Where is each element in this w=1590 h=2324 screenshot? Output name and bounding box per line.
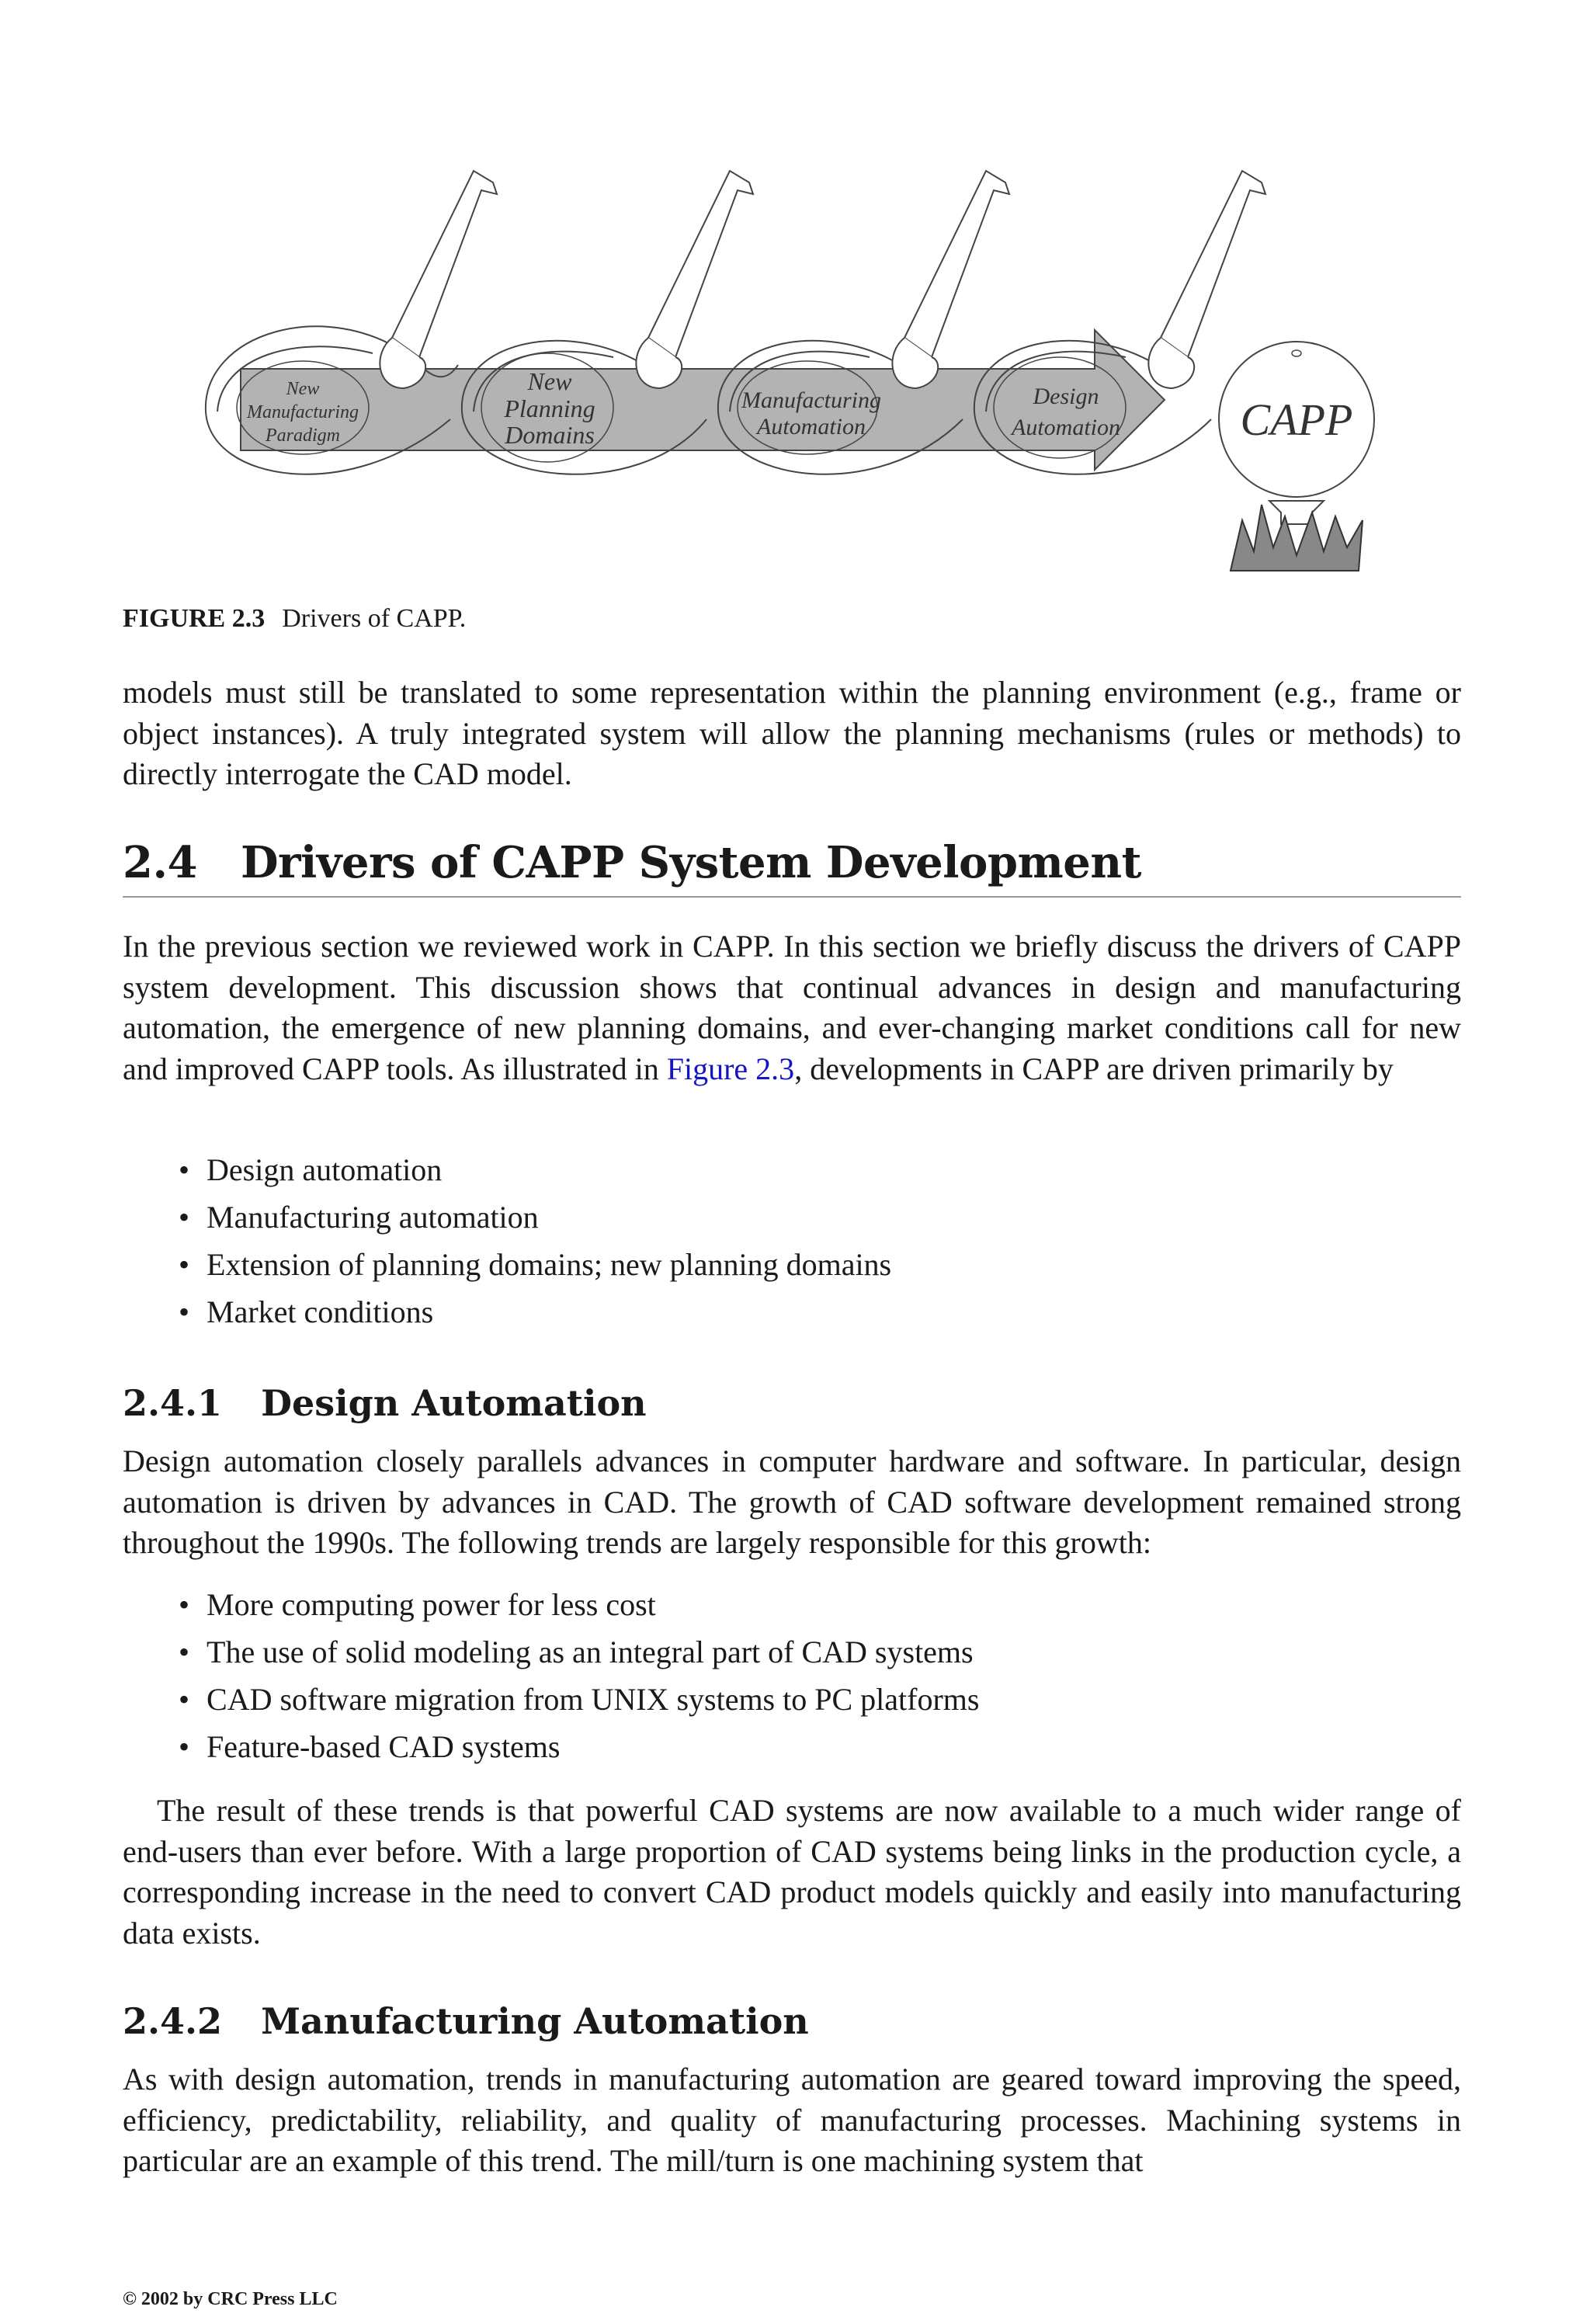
tee [1269, 501, 1324, 524]
section-number: 2.4 [123, 837, 197, 888]
paragraph-3: Design automation closely parallels advances in computer hardware and software. In particular, design automation is driven by advances in CAD. The growth of CAD software development remained strong throughout the 1990s. The following trends are largely responsible for this growth: [123, 1443, 1461, 1560]
driver1-line3: Paradigm [266, 426, 340, 446]
capp-target-label: CAPP [1240, 394, 1353, 445]
subsection-title: Design Automation [261, 1382, 647, 1424]
subsection-number: 2.4.1 [123, 1382, 223, 1424]
figure-caption-text: Drivers of CAPP. [282, 604, 467, 633]
copyright-footer: © 2002 by CRC Press LLC [123, 2289, 338, 2309]
list-item: • More computing power for less cost [179, 1581, 979, 1628]
subsection-number: 2.4.2 [123, 2000, 223, 2042]
subsection-heading-manufacturing-automation [123, 2000, 809, 2042]
list-item: • The use of solid modeling as an integral part of CAD systems [179, 1628, 979, 1676]
section-heading [123, 837, 1461, 898]
section-title: Drivers of CAPP System Development [240, 837, 1142, 888]
list-item: • Extension of planning domains; new planning domains [179, 1241, 891, 1288]
paragraph-2-text: In the previous section we reviewed work in CAPP. In this section we briefly discuss the drivers of CAPP system development. This discussion shows that continual advances in design and manufacturing automation, the emergence of new planning domains, and ever-changing market conditions call for new and improved CAPP tools. As illustrated in [123, 929, 1461, 1086]
driver2-line1: New [527, 367, 572, 395]
driver1-line2: Manufacturing [247, 402, 359, 422]
subsection-title: Manufacturing Automation [261, 2000, 809, 2042]
list-item: • Market conditions [179, 1288, 891, 1336]
paragraph-4: The result of these trends is that powerful CAD systems are now available to a much wider range of end-users than ever before. With a large proportion of CAD systems being links in the production cycle, a corresponding increase in the need to convert CAD product models quickly and easily into manufacturing data exists. [123, 1793, 1461, 1951]
list-item: • CAD software migration from UNIX systems to PC platforms [179, 1676, 979, 1723]
figure-2-3-link[interactable]: Figure 2.3 [666, 1051, 795, 1086]
figure-caption-number: FIGURE 2.3 [123, 604, 266, 633]
list-item: • Design automation [179, 1146, 891, 1193]
capp-drivers-figure [194, 163, 1405, 586]
trends-list [179, 1581, 979, 1770]
driver1-line1: New [286, 379, 320, 399]
driver4-line1: Design [1033, 384, 1099, 409]
paragraph-1: models must still be translated to some representation within the planning environment (e.g., frame or object instances). A truly integrated system will allow the planning mechanisms (rules or methods) to directly interrogate the CAD model. [123, 675, 1461, 791]
drivers-list [179, 1146, 891, 1336]
list-item: • Manufacturing automation [179, 1193, 891, 1241]
list-item: • Feature-based CAD systems [179, 1723, 979, 1770]
club-shafts [380, 171, 1265, 388]
paragraph-5: As with design automation, trends in manufacturing automation are geared toward improving the speed, efficiency, predictability, reliability, and quality of manufacturing processes. Machining systems in particular are an example of this trend. The mill/turn is one machining system that [123, 2062, 1461, 2178]
paragraph-2 [123, 926, 1461, 1089]
subsection-heading-design-automation [123, 1382, 647, 1424]
driver4-line2: Automation [1012, 415, 1120, 440]
driver2-line3: Domains [505, 421, 595, 449]
figure-caption [123, 604, 466, 634]
paragraph-2-text-end: , developments in CAPP are driven primarily by [794, 1051, 1394, 1086]
main-arrow [241, 330, 1165, 470]
driver3-line1: Manufacturing [741, 387, 881, 413]
driver2-line2: Planning [504, 394, 595, 422]
driver3-line2: Automation [757, 414, 866, 439]
